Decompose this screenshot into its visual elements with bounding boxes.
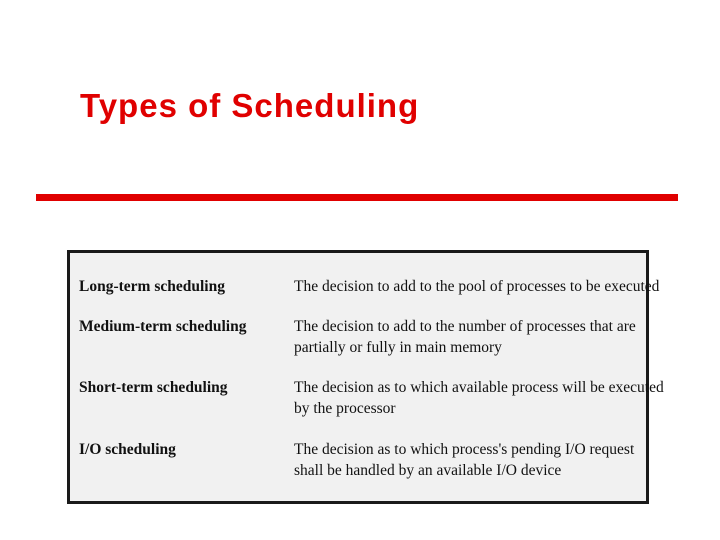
term-definition <box>294 316 644 358</box>
definition-line: The decision as to which available process will be executed <box>294 379 664 396</box>
term-label: Medium-term scheduling <box>79 318 247 335</box>
definition-line: The decision to add to the pool of processes to be executed <box>294 278 660 295</box>
term-label: Short-term scheduling <box>79 379 228 396</box>
term-definition <box>294 276 660 297</box>
title-divider <box>36 194 678 201</box>
scheduling-types-table <box>67 250 664 504</box>
term-definition <box>294 377 664 419</box>
definition-line: shall be handled by an available I/O device <box>294 462 562 479</box>
slide-title: Types of Scheduling <box>80 87 420 124</box>
definition-line: by the processor <box>294 400 396 417</box>
definition-line: partially or fully in main memory <box>294 339 502 356</box>
term-definition <box>294 439 644 481</box>
definition-line: The decision to add to the number of processes that are <box>294 318 636 335</box>
definition-line: The decision as to which process's pending I/O request <box>294 441 635 458</box>
term-label: Long-term scheduling <box>79 278 225 295</box>
term-label: I/O scheduling <box>79 441 176 458</box>
